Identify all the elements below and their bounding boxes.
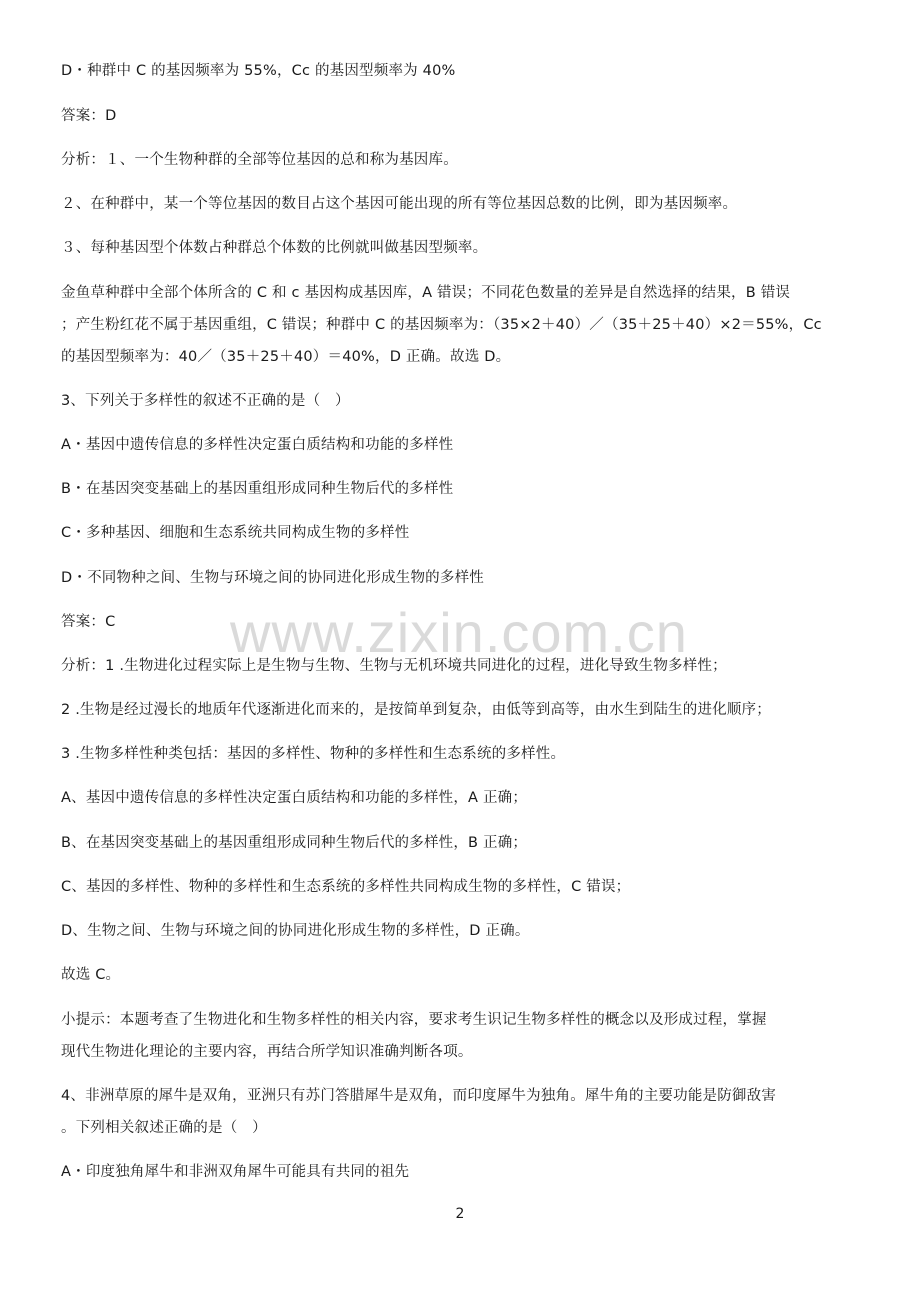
explanation-b: B、在基因突变基础上的基因重组形成同种生物后代的多样性，B 正确；	[61, 835, 528, 851]
option-a: A・基因中遗传信息的多样性决定蛋白质结构和功能的多样性	[61, 437, 454, 453]
explanation-c: C、基因的多样性、物种的多样性和生态系统的多样性共同构成生物的多样性，C 错误；	[61, 879, 631, 895]
analysis-line-3: 3 .生物多样性种类包括：基因的多样性、物种的多样性和生态系统的多样性。	[61, 746, 566, 762]
explanation-line-3: 的基因型频率为：40／（35＋25＋40）＝40%，D 正确。故选 D。	[61, 349, 511, 365]
page-number: 2	[455, 1206, 465, 1222]
analysis-line-2: ２、在种群中，某一个等位基因的数目占这个基因可能出现的所有等位基因总数的比例，即为基因频率。	[61, 196, 738, 212]
tip-line-1: 小提示：本题考查了生物进化和生物多样性的相关内容，要求考生识记生物多样性的概念以及形成过程，掌握	[61, 1012, 767, 1028]
option-c: C・多种基因、细胞和生态系统共同构成生物的多样性	[61, 525, 410, 541]
option-b: B・在基因突变基础上的基因重组形成同种生物后代的多样性	[61, 481, 454, 497]
watermark: www.zixin.com.cn	[230, 601, 688, 664]
answer-line: 答案：C	[61, 614, 116, 630]
question-3: 3、下列关于多样性的叙述不正确的是（ ）	[61, 393, 350, 409]
analysis-line-1: 分析：1 .生物进化过程实际上是生物与生物、生物与无机环境共同进化的过程，进化导致生物多样性；	[61, 658, 727, 674]
analysis-line-3: ３、每种基因型个体数占种群总个体数的比例就叫做基因型频率。	[61, 240, 488, 256]
explanation-a: A、基因中遗传信息的多样性决定蛋白质结构和功能的多样性，A 正确；	[61, 790, 528, 806]
conclusion-line: 故选 C。	[61, 967, 121, 983]
option-d: D・不同物种之间、生物与环境之间的协同进化形成生物的多样性	[61, 570, 484, 586]
option-d-line: D・种群中 C 的基因频率为 55%，Cc 的基因型频率为 40%	[61, 63, 456, 79]
tip-line-2: 现代生物进化理论的主要内容，再结合所学知识准确判断各项。	[61, 1044, 473, 1060]
analysis-line-2: 2 .生物是经过漫长的地质年代逐渐进化而来的，是按简单到复杂，由低等到高等，由水生到陆生的进化顺序；	[61, 702, 771, 718]
question-4-line-2: 。下列相关叙述正确的是（ ）	[61, 1120, 267, 1136]
answer-line: 答案：D	[61, 108, 117, 124]
analysis-line-1: 分析：１、一个生物种群的全部等位基因的总和称为基因库。	[61, 152, 458, 168]
explanation-line-1: 金鱼草种群中全部个体所含的 C 和 c 基因构成基因库，A 错误；不同花色数量的差异是自然选择的结果，B 错误	[61, 285, 791, 301]
option-a: A・印度独角犀牛和非洲双角犀牛可能具有共同的祖先	[61, 1164, 410, 1180]
explanation-d: D、生物之间、生物与环境之间的协同进化形成生物的多样性，D 正确。	[61, 923, 530, 939]
explanation-line-2: ；产生粉红花不属于基因重组，C 错误；种群中 C 的基因频率为：（35×2＋40）／（35＋25＋40）×2＝55%，Cc	[61, 317, 822, 333]
question-4-line-1: 4、非洲草原的犀牛是双角，亚洲只有苏门答腊犀牛是双角，而印度犀牛为独角。犀牛角的主要功能是防御敌害	[61, 1088, 777, 1104]
